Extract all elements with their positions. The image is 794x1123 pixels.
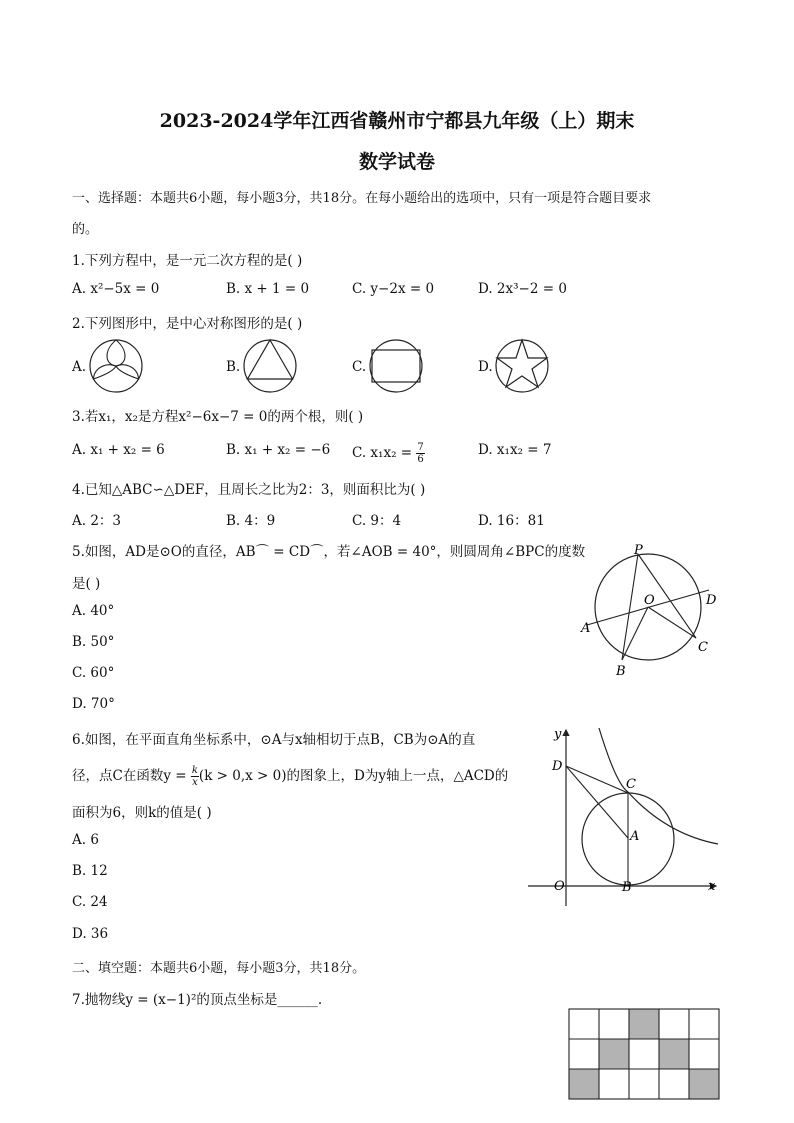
q6-option-c: C. 24 [72,894,108,910]
page-title: 2023-2024学年江西省赣州市宁都县九年级（上）期末 [159,110,635,132]
q6-fraction-denominator: x [192,777,198,788]
q6-label-y-axis: y [554,727,562,742]
q2-figure-d-star-in-circle [492,336,552,396]
q5-label-d: D [706,593,717,608]
q1-option-a: A. x²−5x = 0 [72,281,160,297]
q6-label-d: D [552,759,563,774]
q5-stem: 5.如图，AD是⊙O的直径，AB⌒ = CD⌒，若∠AOB = 40°，则圆周角∠BPC的度数 [72,544,586,560]
q6-label-c: C [626,777,636,792]
q5-option-c: C. 60° [72,665,115,681]
q4-option-c: C. 9：4 [352,513,402,529]
q2-stem: 2.下列图形中，是中心对称图形的是( ) [72,316,303,332]
page-subtitle: 数学试卷 [358,151,435,173]
q3-option-c [352,442,425,465]
q6-label-x-axis: x [708,879,716,894]
q2-figure-c-rectangle-in-circle [366,336,426,396]
q2-option-c-label: C. [352,359,367,375]
q2-option-b-label: B. [226,359,241,375]
q3-option-d: D. x₁x₂ = 7 [478,442,552,458]
q6-coordinate-figure [526,724,726,910]
q3-option-c-denominator: 6 [417,454,424,465]
q5-option-d: D. 70° [72,696,115,712]
q3-stem: 3.若x₁，x₂是方程x²−6x−7 = 0的两个根，则( ) [72,409,364,425]
q6-stem-cont [72,764,508,788]
q4-option-d: D. 16：81 [478,513,545,529]
q5-label-o: O [644,593,655,608]
q5-option-b: B. 50° [72,634,115,650]
q7-stem: 7.抛物线y = (x−1)²的顶点坐标是______. [72,992,323,1008]
q4-option-a: A. 2：3 [72,513,122,529]
q5-stem-cont: 是( ) [72,576,101,592]
q6-option-b: B. 12 [72,863,108,879]
q6-fraction-numerator: k [191,765,198,776]
section1-heading-cont: 的。 [72,222,99,237]
q5-label-p: P [634,543,643,558]
q1-option-b: B. x + 1 = 0 [226,281,310,297]
q5-circle-figure [570,538,730,683]
q3-option-b: B. x₁ + x₂ = −6 [226,442,331,458]
q2-option-a-label: A. [72,359,87,375]
q4-stem: 4.已知△ABC∽△DEF，且周长之比为2：3，则面积比为( ) [72,482,426,498]
q2-option-d-label: D. [478,359,493,375]
section1-heading: 一、选择题：本题共6小题，每小题3分，共18分。在每小题给出的选项中，只有一项是符合题目要求 [72,191,652,206]
q1-option-c: C. y−2x = 0 [352,281,435,297]
q3-option-c-numerator: 7 [417,442,424,453]
q1-option-d: D. 2x³−2 = 0 [478,281,567,297]
q3-option-a: A. x₁ + x₂ = 6 [72,442,165,458]
q3-option-c-text: C. x₁x₂ = [352,445,417,461]
grid-shaded-cells [569,1009,719,1099]
q6-option-a: A. 6 [72,832,99,848]
q6-fraction [191,765,199,788]
q5-label-a: A [581,621,591,636]
q6-stem-end: 面积为6，则k的值是( ) [72,805,212,821]
q2-figure-b-triangle-in-circle [240,336,300,396]
q2-figure-a-trefoil [86,336,146,396]
q4-option-b: B. 4：9 [226,513,276,529]
q6-label-b: B [622,880,632,895]
q5-option-a: A. 40° [72,603,115,619]
q6-label-o: O [554,879,565,894]
grid-figure [568,1008,720,1100]
q6-stem: 6.如图，在平面直角坐标系中，⊙A与x轴相切于点B，CB为⊙A的直 [72,732,476,748]
q6-label-a: A [630,829,640,844]
q6-stem-part-a: 径，点C在函数y = [72,768,191,784]
q6-option-d: D. 36 [72,926,109,942]
q5-label-c: C [698,640,708,655]
q3-option-c-fraction [416,442,424,465]
q6-stem-part-b: (k > 0,x > 0)的图象上，D为y轴上一点，△ACD的 [198,768,509,784]
q1-stem: 1.下列方程中，是一元二次方程的是( ) [72,253,303,269]
section2-heading: 二、填空题：本题共6小题，每小题3分，共18分。 [72,961,366,976]
q5-label-b: B [616,664,626,679]
